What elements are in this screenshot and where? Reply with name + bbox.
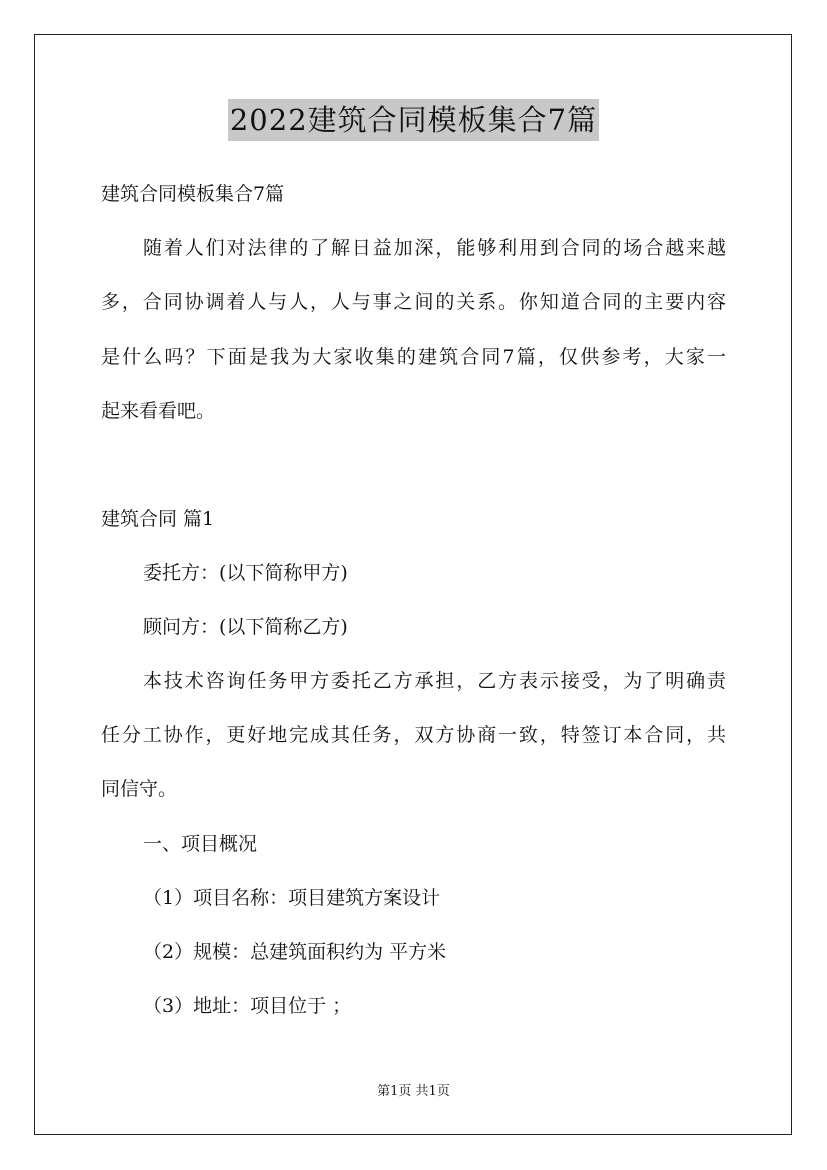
intro-line: 起来看看吧。 [101,400,216,422]
party-a-line: 委托方：(以下简称甲方) [143,562,348,584]
paragraph-line: 任分工协作，更好地完成其任务，双方协商一致，特签订本合同，共 [101,724,726,746]
paragraph-line: 本技术咨询任务甲方委托乙方承担，乙方表示接受，为了明确责 [143,670,726,692]
intro-line: 是什么吗？下面是我为大家收集的建筑合同7篇，仅供参考，大家一 [101,346,726,368]
party-b-line: 顾问方：(以下简称乙方) [143,616,348,638]
intro-line: 随着人们对法律的了解日益加深，能够利用到合同的场合越来越 [143,237,726,259]
document-subtitle: 建筑合同模板集合7篇 [101,183,285,205]
list-item: （2）规模：总建筑面积约为 平方米 [143,941,447,963]
intro-line: 多，合同协调着人与人，人与事之间的关系。你知道合同的主要内容 [101,291,726,313]
title-container [0,99,827,141]
list-item: （1）项目名称：项目建筑方案设计 [143,887,441,909]
page-footer: 第1页 共1页 [377,1084,450,1099]
section-heading: 建筑合同 篇1 [101,508,215,530]
paragraph-line: 同信守。 [101,778,178,800]
overview-heading: 一、项目概况 [143,833,258,855]
list-item: （3）地址：项目位于 ； [143,995,352,1017]
document-title: 2022建筑合同模板集合7篇 [228,99,599,141]
